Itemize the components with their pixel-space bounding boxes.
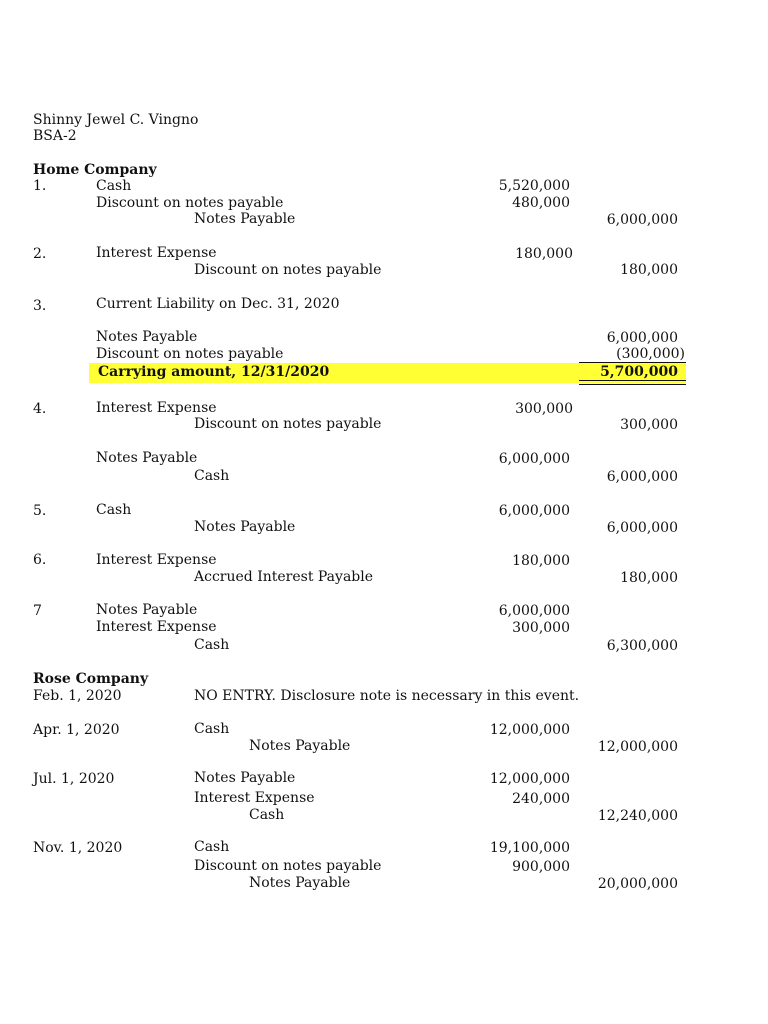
entry-3-number: 3. (33, 298, 47, 314)
entry-4-number: 4. (33, 401, 47, 417)
entry-1-number: 1. (33, 178, 47, 194)
student-section: BSA-2 (33, 128, 77, 144)
rose-4-debit-2: 900,000 (512, 859, 570, 875)
entry-6-credit-2: 180,000 (620, 570, 678, 586)
entry-6-debit-1: 180,000 (512, 553, 570, 569)
entry-5-account-2: Notes Payable (194, 519, 296, 535)
rose-1-note: NO ENTRY. Disclosure note is necessary in this event. (194, 688, 580, 704)
entry-7-debit-1: 6,000,000 (498, 603, 570, 619)
entry-7-account-3: Cash (194, 637, 230, 653)
entry-6-account-1: Interest Expense (96, 552, 217, 568)
rose-company-title: Rose Company (33, 671, 149, 687)
rose-2-date: Apr. 1, 2020 (33, 722, 120, 738)
entry-1-debit-2: 480,000 (512, 195, 570, 211)
student-name: Shinny Jewel C. Vingno (33, 112, 199, 128)
rose-3-account-1: Notes Payable (194, 770, 296, 786)
entry-2-debit-1: 180,000 (515, 246, 573, 262)
entry-2-number: 2. (33, 246, 47, 262)
entry-1-debit-1: 5,520,000 (498, 178, 570, 194)
entry-3-carrying-value: 5,700,000 (600, 364, 678, 380)
entry-7-debit-2: 300,000 (512, 620, 570, 636)
rose-3-date: Jul. 1, 2020 (33, 771, 115, 787)
entry-4-credit-2: 300,000 (620, 417, 678, 433)
double-underline (579, 380, 686, 385)
rose-3-account-2: Interest Expense (194, 790, 315, 806)
entry-6-account-2: Accrued Interest Payable (194, 569, 374, 585)
entry-1-account-1: Cash (96, 178, 132, 194)
entry-3-value-2: (300,000) (616, 346, 685, 362)
home-company-title: Home Company (33, 162, 157, 178)
entry-7-number: 7 (33, 603, 42, 619)
entry-1-account-2: Discount on notes payable (96, 195, 284, 211)
rose-4-account-3: Notes Payable (249, 875, 351, 891)
rose-4-debit-1: 19,100,000 (489, 840, 570, 856)
entry-7-account-1: Notes Payable (96, 602, 198, 618)
entry-4-debit-1: 300,000 (515, 401, 573, 417)
rose-2-debit-1: 12,000,000 (489, 722, 570, 738)
rose-3-credit-3: 12,240,000 (597, 808, 678, 824)
entry-2-account-1: Interest Expense (96, 245, 217, 261)
entry-3-account-2: Discount on notes payable (96, 346, 284, 362)
rose-4-account-2: Discount on notes payable (194, 858, 382, 874)
rose-3-account-3: Cash (249, 807, 285, 823)
entry-7-credit-3: 6,300,000 (606, 638, 678, 654)
rose-4-date: Nov. 1, 2020 (33, 840, 123, 856)
rose-2-account-2: Notes Payable (249, 738, 351, 754)
entry-4-account-3: Notes Payable (96, 450, 198, 466)
entry-5-credit-2: 6,000,000 (606, 520, 678, 536)
rose-3-debit-1: 12,000,000 (489, 771, 570, 787)
entry-3-carrying-label: Carrying amount, 12/31/2020 (98, 364, 330, 380)
entry-4-account-2: Discount on notes payable (194, 416, 382, 432)
entry-6-number: 6. (33, 552, 47, 568)
rose-2-account-1: Cash (194, 721, 230, 737)
entry-3-value-1: 6,000,000 (606, 330, 678, 346)
entry-1-credit-3: 6,000,000 (606, 212, 678, 228)
rose-1-date: Feb. 1, 2020 (33, 688, 122, 704)
subtotal-underline (579, 362, 686, 363)
entry-3-heading: Current Liability on Dec. 31, 2020 (96, 296, 340, 312)
rose-3-debit-2: 240,000 (512, 791, 570, 807)
entry-5-number: 5. (33, 503, 47, 519)
rose-4-account-1: Cash (194, 839, 230, 855)
entry-4-credit-4: 6,000,000 (606, 469, 678, 485)
entry-3-account-1: Notes Payable (96, 329, 198, 345)
entry-4-account-1: Interest Expense (96, 400, 217, 416)
entry-7-account-2: Interest Expense (96, 619, 217, 635)
entry-2-credit-2: 180,000 (620, 262, 678, 278)
entry-4-debit-3: 6,000,000 (498, 451, 570, 467)
entry-5-debit-1: 6,000,000 (498, 503, 570, 519)
entry-5-account-1: Cash (96, 502, 132, 518)
entry-4-account-4: Cash (194, 468, 230, 484)
rose-4-credit-3: 20,000,000 (597, 876, 678, 892)
entry-2-account-2: Discount on notes payable (194, 262, 382, 278)
entry-1-account-3: Notes Payable (194, 211, 296, 227)
rose-2-credit-2: 12,000,000 (597, 739, 678, 755)
